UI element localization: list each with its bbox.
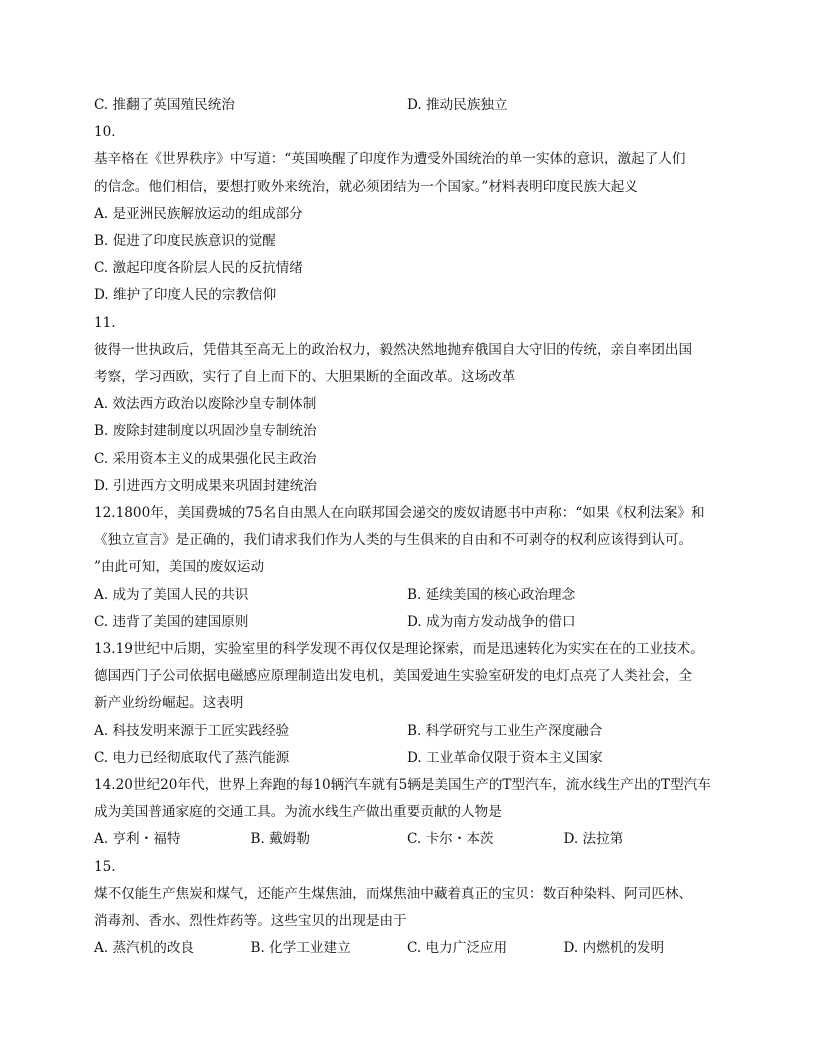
q11-option-a[interactable]: A. 效法西方政治以废除沙皇专制体制 [94, 396, 317, 413]
document-page [94, 92, 720, 963]
q12-options-ab [94, 582, 720, 609]
q15-stem-line-2: 消毒剂、香水、烈性炸药等。这些宝贝的出现是由于 [94, 913, 407, 930]
q14-options [94, 826, 720, 853]
q11-option-d[interactable]: D. 引进西方文明成果来巩固封建统治 [94, 477, 317, 494]
q11-option-c[interactable]: C. 采用资本主义的成果强化民主政治 [94, 450, 317, 467]
q14-option-a[interactable]: A. 亨利・福特 [94, 831, 181, 848]
q15-option-d[interactable]: D. 内燃机的发明 [563, 940, 665, 957]
q12-options-cd [94, 609, 720, 636]
q9-options-cd [94, 92, 720, 119]
q12-stem-line-1: 12.1800年，美国费城的75名自由黑人在向联邦国会递交的废奴请愿书中声称：“如果《权利法案》和 [94, 505, 705, 522]
q15-option-a[interactable]: A. 蒸汽机的改良 [94, 940, 195, 957]
q15-option-b[interactable]: B. 化学工业建立 [250, 940, 351, 957]
q12-stem-line-3: ”由此可知，美国的废奴运动 [94, 559, 265, 576]
q13-stem-line-2: 德国西门子公司依据电磁感应原理制造出发电机，美国爱迪生实验室研发的电灯点亮了人类社会，全 [94, 668, 693, 685]
q10-stem-line-2: 的信念。他们相信，要想打败外来统治，就必须团结为一个国家。”材料表明印度民族大起义 [94, 178, 638, 195]
question-number-15: 15. [94, 858, 116, 875]
question-number-11: 11. [94, 314, 116, 331]
q13-option-c[interactable]: C. 电力已经彻底取代了蒸汽能源 [94, 749, 290, 766]
q10-stem-line-1: 基辛格在《世界秩序》中写道：“英国唤醒了印度作为遭受外国统治的单一实体的意识，激起了人们 [94, 151, 686, 168]
q13-stem-line-1: 13.19世纪中后期，实验室里的科学发现不再仅仅是理论探索，而是迅速转化为实实在在的工业技术。 [94, 641, 704, 658]
q11-option-b[interactable]: B. 废除封建制度以巩固沙皇专制统治 [94, 423, 317, 440]
q13-stem-line-3: 新产业纷纷崛起。这表明 [94, 695, 244, 712]
q15-options [94, 935, 720, 962]
q10-option-c[interactable]: C. 激起印度各阶层人民的反抗情绪 [94, 260, 303, 277]
q15-stem-line-1: 煤不仅能生产焦炭和煤气，还能产生煤焦油，而煤焦油中藏着真正的宝贝：数百种染料、阿司匹林、 [94, 885, 693, 902]
option-d[interactable]: D. 推动民族独立 [407, 97, 508, 113]
q13-options-ab [94, 718, 720, 745]
q10-option-a[interactable]: A. 是亚洲民族解放运动的组成部分 [94, 205, 303, 222]
q13-options-cd [94, 745, 720, 772]
q10-option-d[interactable]: D. 维护了印度人民的宗教信仰 [94, 287, 277, 304]
q14-option-d[interactable]: D. 法拉第 [563, 831, 624, 848]
q14-stem-line-1: 14.20世纪20年代，世界上奔跑的每10辆汽车就有5辆是美国生产的T型汽车，流水线生产出的T型汽车 [94, 777, 711, 794]
q12-option-c[interactable]: C. 违背了美国的建国原则 [94, 613, 249, 630]
question-number-10: 10. [94, 124, 116, 141]
q12-option-b[interactable]: B. 延续美国的核心政治理念 [407, 586, 576, 603]
q11-stem-line-2: 考察，学习西欧，实行了自上而下的、大胆果断的全面改革。这场改革 [94, 369, 516, 386]
q12-option-d[interactable]: D. 成为南方发动战争的借口 [407, 613, 576, 630]
q10-option-b[interactable]: B. 促进了印度民族意识的觉醒 [94, 233, 276, 250]
q12-stem-line-2: 《独立宣言》是正确的，我们请求我们作为人类的与生俱来的自由和不可剥夺的权利应该得到认可。 [94, 532, 693, 549]
q13-option-d[interactable]: D. 工业革命仅限于资本主义国家 [407, 749, 603, 766]
q13-option-b[interactable]: B. 科学研究与工业生产深度融合 [407, 722, 603, 739]
q15-option-c[interactable]: C. 电力广泛应用 [407, 940, 508, 957]
q12-option-a[interactable]: A. 成为了美国人民的共识 [94, 586, 249, 603]
q13-option-a[interactable]: A. 科技发明来源于工匠实践经验 [94, 722, 290, 739]
q14-stem-line-2: 成为美国普通家庭的交通工具。为流水线生产做出重要贡献的人物是 [94, 804, 502, 821]
q14-option-c[interactable]: C. 卡尔・本茨 [407, 831, 494, 848]
q14-option-b[interactable]: B. 戴姆勒 [250, 831, 310, 848]
option-c[interactable]: C. 推翻了英国殖民统治 [94, 97, 235, 113]
q11-stem-line-1: 彼得一世执政后，凭借其至高无上的政治权力，毅然决然地抛弃俄国自大守旧的传统，亲自率团出国 [94, 341, 693, 358]
